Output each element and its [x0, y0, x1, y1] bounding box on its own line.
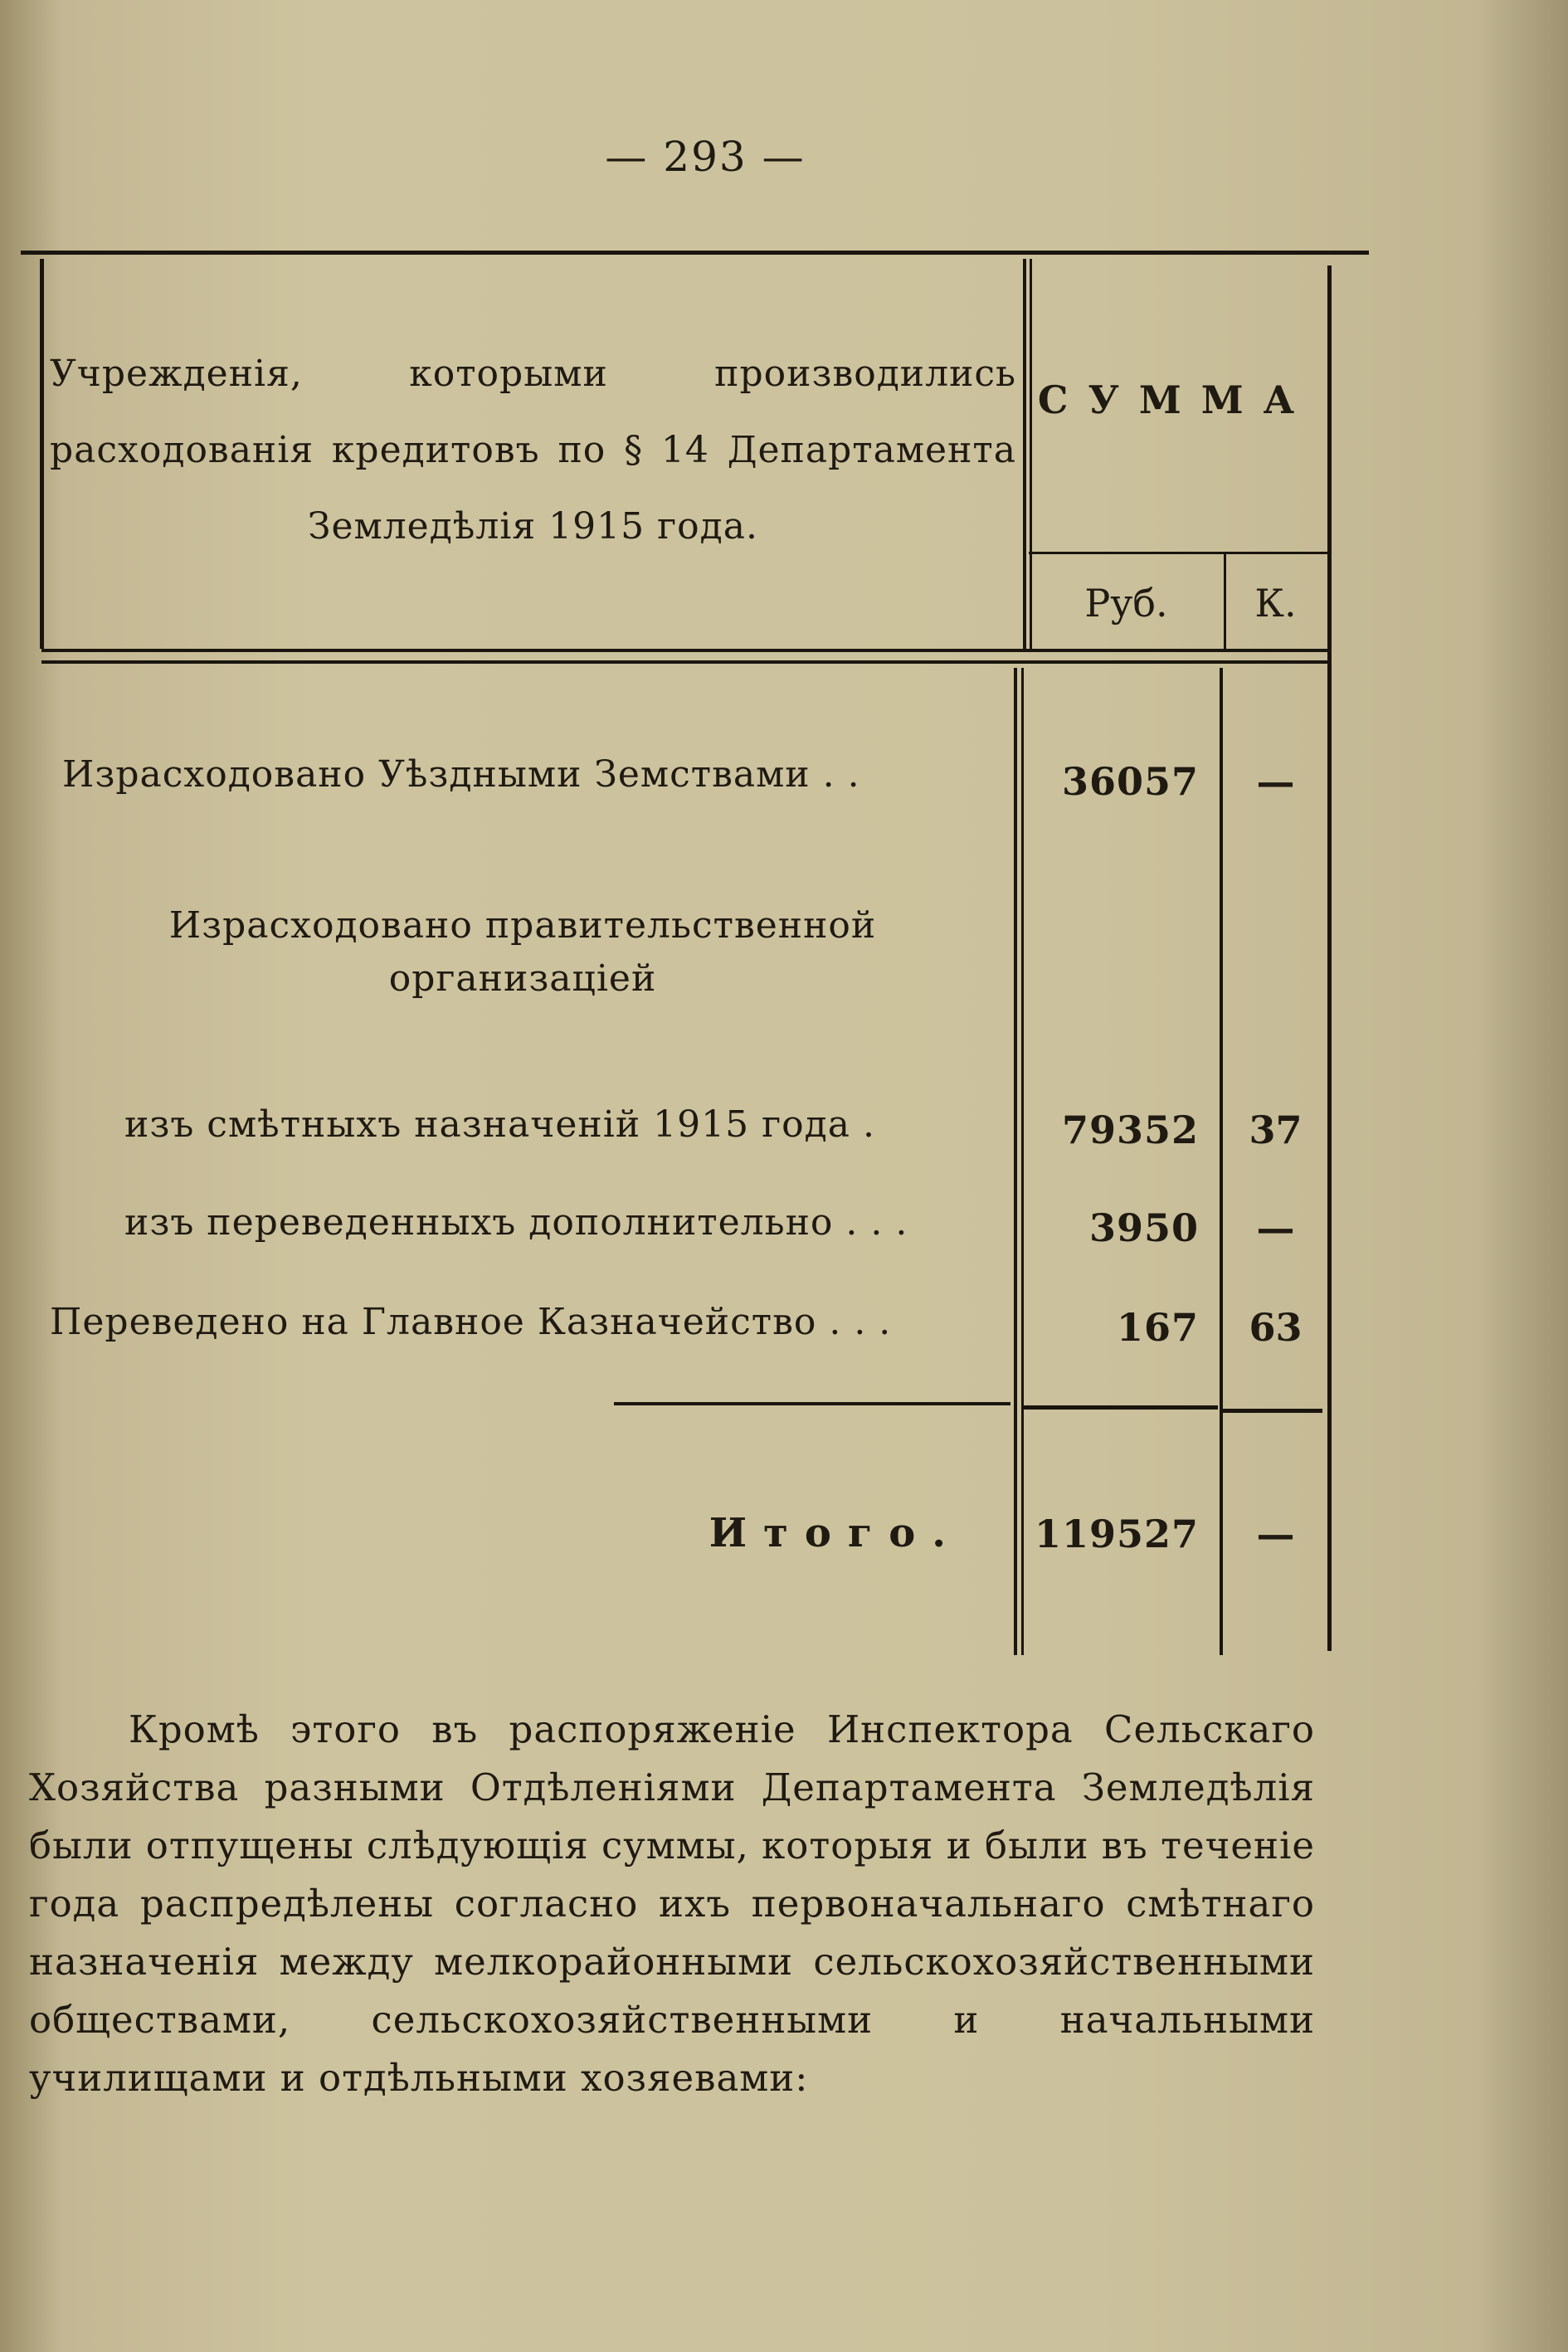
body-paragraph: Кромѣ этого въ распоряженіе Инспектора Сельскаго Хозяйства разными Отдѣленіями Департамента Земледѣлія были отпущены слѣдующія суммы, которыя и были въ теченіе года распредѣлены согласно ихъ первоначальнаго смѣтнаго назначенія между мелкорайонными сельскохозяйственными обществами, сельскохозяйственными и начальными училищами и отдѣльными хозяевами: — [29, 1707, 1315, 2100]
table-right-rule — [1327, 265, 1332, 1651]
row-label: изъ переведенныхъ дополнительно . . . — [124, 1201, 908, 1244]
rub-k-divider-header — [1224, 554, 1226, 650]
rub-column-header: Руб. — [1084, 581, 1168, 626]
row-k: — — [1256, 759, 1295, 804]
total-rub: 119527 — [1034, 1512, 1199, 1556]
body-divider-2 — [1021, 668, 1024, 1655]
header-divider-1 — [1023, 259, 1026, 649]
page-number: — 293 — — [605, 133, 806, 181]
row-rub: 79352 — [1061, 1108, 1199, 1152]
row-rub: 3950 — [1088, 1205, 1199, 1250]
sum-underline-label — [614, 1402, 1010, 1405]
table-top-rule — [21, 251, 1369, 255]
body-divider-1 — [1014, 668, 1017, 1655]
row-rub: 167 — [1116, 1305, 1199, 1350]
row-label: Израсходовано Уѣздными Земствами . . — [62, 753, 860, 796]
sum-subheader-rule — [1029, 552, 1329, 554]
row-k: — — [1256, 1205, 1295, 1250]
header-divider-2 — [1030, 259, 1032, 649]
sum-underline-rub — [1024, 1405, 1218, 1410]
table-header-text: Учрежденія, которыми производились расходованія кредитовъ по § 14 Департамента Земледѣлія 1915 года. — [50, 353, 1016, 548]
table-left-rule — [40, 259, 44, 649]
row-label: изъ смѣтныхъ назначеній 1915 года . — [124, 1103, 875, 1146]
row-label: Израсходовано правительственной организаціей — [168, 904, 877, 1000]
row-k: 37 — [1249, 1108, 1303, 1152]
header-bottom-rule-1 — [41, 649, 1329, 652]
rub-k-divider-body — [1220, 668, 1223, 1655]
total-k: — — [1256, 1512, 1295, 1556]
sum-column-title: СУММА — [1037, 377, 1315, 422]
row-k: 63 — [1249, 1305, 1303, 1350]
row-label: Переведено на Главное Казначейство . . . — [50, 1301, 892, 1343]
sum-underline-k — [1223, 1409, 1322, 1413]
k-column-header: К. — [1254, 581, 1297, 626]
header-bottom-rule-2 — [41, 660, 1329, 664]
total-label: Итого. — [709, 1510, 962, 1556]
row-rub: 36057 — [1061, 759, 1199, 804]
